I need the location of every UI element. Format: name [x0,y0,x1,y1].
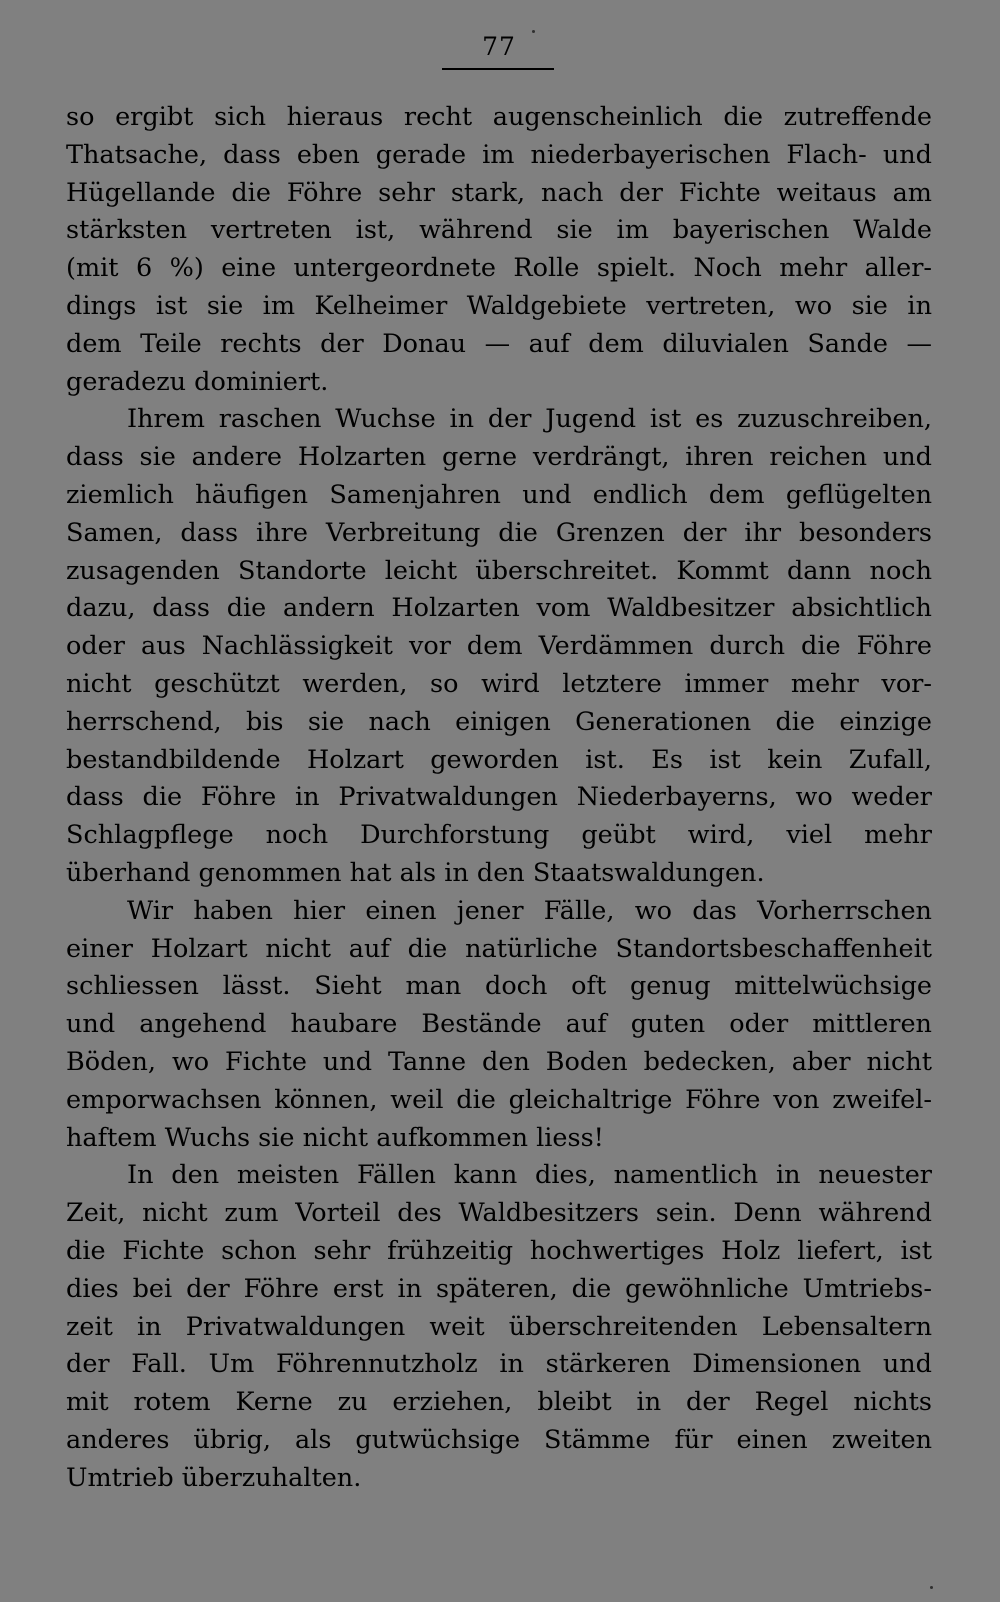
text-line: geradezu dominiert. [66,366,329,397]
text-line: einer Holzart nicht auf die natürliche Standortsbeschaffenheit [66,933,932,964]
text-line: überhand genommen hat als in den Staatswaldungen. [66,857,765,888]
text-line: Samen, dass ihre Verbreitung die Grenzen der ihr besonders [66,517,932,548]
text-line: Hügellande die Föhre sehr stark, nach der Fichte weitaus am [66,177,932,208]
scan-speck [532,30,535,33]
text-line: Umtrieb überzuhalten. [66,1462,362,1493]
text-line: nicht geschützt werden, so wird letztere immer mehr vor- [66,668,932,699]
text-line: Zeit, nicht zum Vorteil des Waldbesitzers sein. Denn während [66,1198,932,1229]
text-line: so ergibt sich hieraus recht augenscheinlich die zutreffende [66,102,932,132]
text-line: dass die Föhre in Privatwaldungen Niederbayerns, wo weder [66,782,932,813]
text-line: oder aus Nachlässigkeit vor dem Verdämmen durch die Föhre [66,631,932,662]
text-line: dazu, dass die andern Holzarten vom Waldbesitzer absichtlich [66,593,932,624]
text-line: mit rotem Kerne zu erziehen, bleibt in der Regel nichts [66,1387,932,1418]
page-number-rule [442,68,554,70]
page-number: 77 [482,32,516,61]
text-line: Schlagpflege noch Durchforstung geübt wird, viel mehr [66,820,932,851]
text-line: herrschend, bis sie nach einigen Generationen die einzige [66,706,932,737]
text-line: dies bei der Föhre erst in späteren, die gewöhnliche Umtriebs- [66,1273,932,1304]
text-line: die Fichte schon sehr frühzeitig hochwertiges Holz liefert, ist [66,1235,932,1266]
text-line: Wir haben hier einen jener Fälle, wo das Vorherrschen [127,895,932,926]
text-line: Thatsache, dass eben gerade im niederbayerischen Flach- und [66,139,932,170]
text-line: haftem Wuchs sie nicht aufkommen liess! [66,1122,604,1153]
text-line: Böden, wo Fichte und Tanne den Boden bedecken, aber nicht [66,1046,932,1077]
text-line: zusagenden Standorte leicht überschreitet. Kommt dann noch [66,555,932,586]
text-line: dings ist sie im Kelheimer Waldgebiete vertreten, wo sie in [66,290,932,321]
text-line: (mit 6 %) eine untergeordnete Rolle spielt. Noch mehr aller- [66,253,932,284]
text-line: der Fall. Um Föhrennutzholz in stärkeren Dimensionen und [66,1349,932,1380]
text-line: und angehend haubare Bestände auf guten oder mittleren [66,1009,932,1040]
text-line: emporwachsen können, weil die gleichaltrige Föhre von zweifel- [66,1084,932,1115]
text-line: In den meisten Fällen kann dies, namentlich in neuester [127,1160,932,1191]
text-line: dem Teile rechts der Donau — auf dem diluvialen Sande — [66,328,932,359]
text-line: ziemlich häufigen Samenjahren und endlich dem geflügelten [66,479,932,510]
scan-speck [930,1586,933,1589]
text-line: stärksten vertreten ist, während sie im bayerischen Walde [66,215,932,246]
text-line: schliessen lässt. Sieht man doch oft genug mittelwüchsige [66,971,932,1002]
text-line: bestandbildende Holzart geworden ist. Es ist kein Zufall, [66,744,932,775]
text-line: dass sie andere Holzarten gerne verdrängt, ihren reichen und [66,442,932,473]
text-line: Ihrem raschen Wuchse in der Jugend ist es zuzuschreiben, [127,404,932,435]
body-text [66,99,932,1497]
text-line: anderes übrig, als gutwüchsige Stämme für einen zweiten [66,1424,932,1455]
text-line: zeit in Privatwaldungen weit überschreitenden Lebensaltern [66,1311,932,1342]
